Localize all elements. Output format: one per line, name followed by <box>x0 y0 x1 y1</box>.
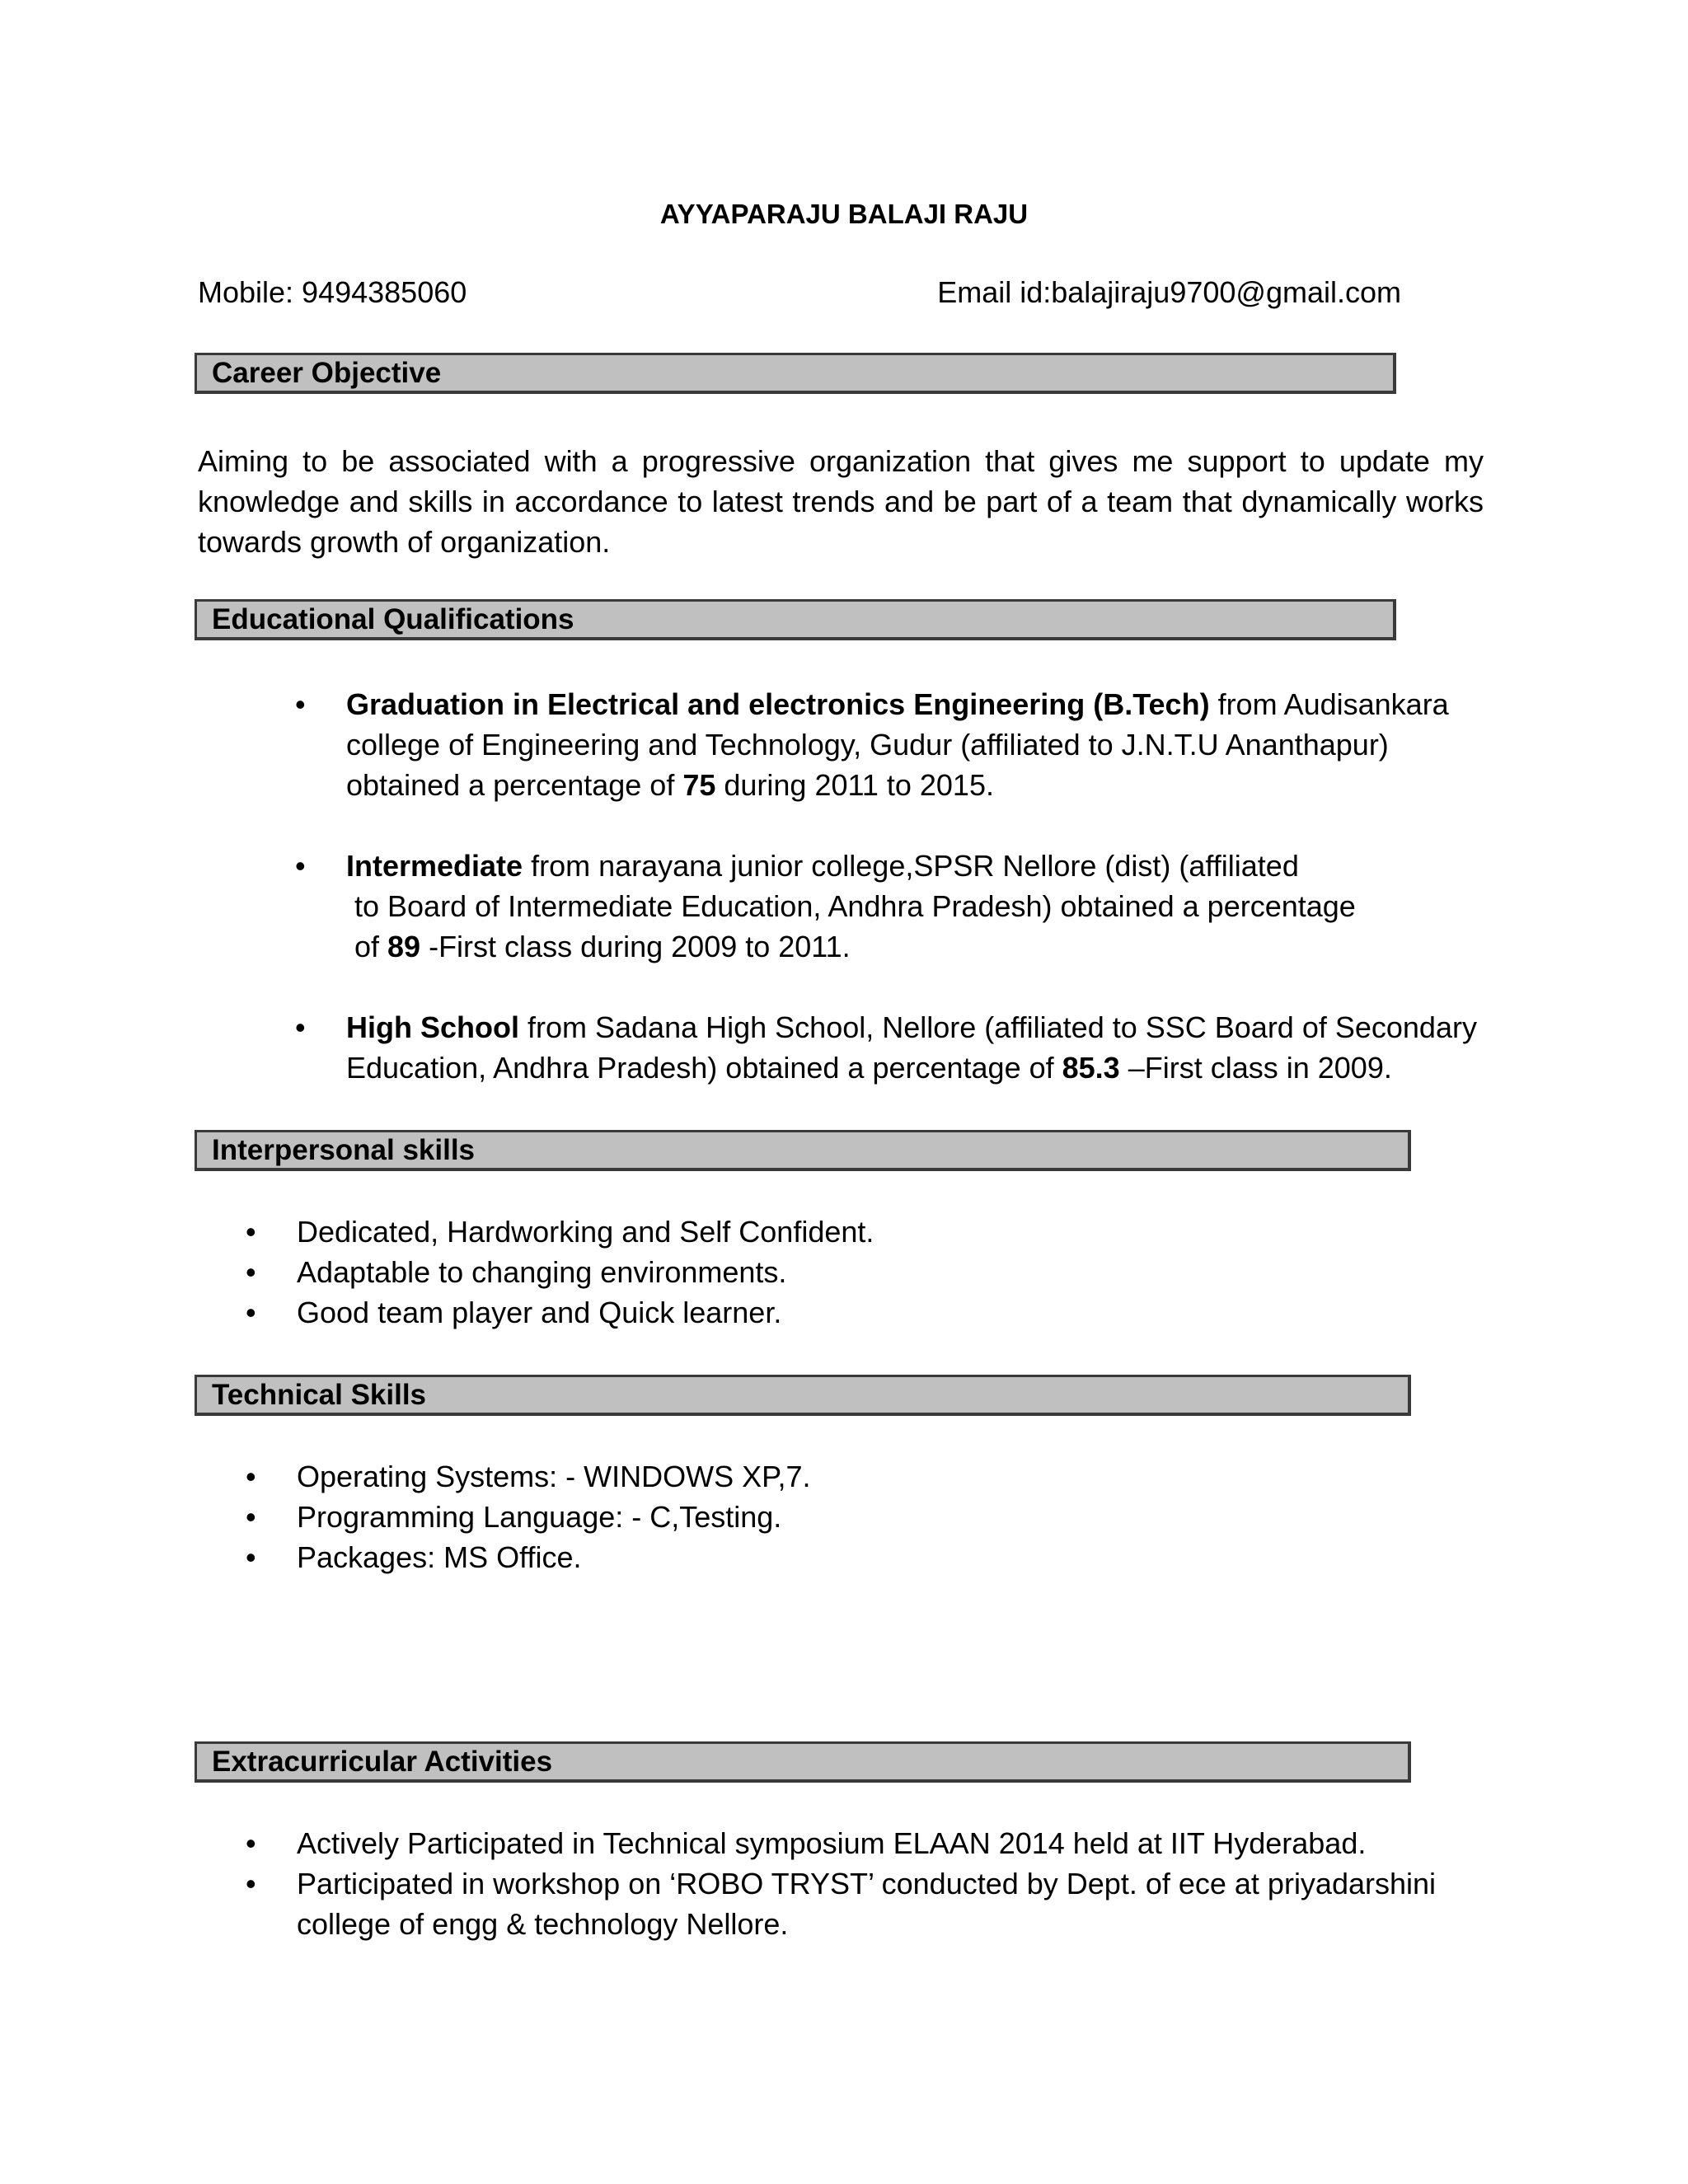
bullet-glyph: • <box>246 1826 256 1860</box>
bullet-glyph: • <box>246 1540 256 1574</box>
email-address: Email id:balajiraju9700@gmail.com <box>937 275 1401 309</box>
list-item <box>246 1497 811 1537</box>
education-text: from narayana junior college,SPSR Nellore (dist) (affiliated <box>523 849 1299 883</box>
bullet-glyph: • <box>246 1460 256 1493</box>
education-text: to Board of Intermediate Education, Andhra Pradesh) obtained a percentage <box>354 889 1356 923</box>
list-item <box>246 1456 811 1497</box>
bullet-glyph: • <box>295 1010 306 1044</box>
education-text: –First class in 2009. <box>1119 1051 1392 1085</box>
percentage-value: 89 <box>387 930 421 963</box>
list-item <box>246 1292 874 1333</box>
list-item <box>246 1537 811 1577</box>
bullet-glyph: • <box>295 687 306 721</box>
degree-title: Graduation in Electrical and electronics Engineering (B.Tech) <box>346 687 1210 721</box>
education-text: -First class during 2009 to 2011. <box>420 930 851 963</box>
list-item <box>246 1212 874 1252</box>
activity-text: college of engg & technology Nellore. <box>297 1907 789 1941</box>
education-text: during 2011 to 2015. <box>715 768 994 802</box>
mobile-number: Mobile: 9494385060 <box>198 275 467 309</box>
section-header-education: Educational Qualifications <box>195 599 1396 640</box>
skill-text: Operating Systems: - WINDOWS XP,7. <box>297 1460 811 1493</box>
section-header-career-objective: Career Objective <box>195 353 1396 394</box>
bullet-glyph: • <box>246 1500 256 1534</box>
career-objective-text: Aiming to be associated with a progressive organization that gives me support to update my knowledge and skills in accordance to latest trends and be part of a team that dynamically works towards growth of organization. <box>198 444 1484 559</box>
activity-text: Participated in workshop on ‘ROBO TRYST’ conducted by Dept. of ece at priyadarshini <box>297 1867 1437 1900</box>
list-item-continuation <box>246 1904 1436 1944</box>
list-item <box>246 1823 1436 1863</box>
section-header-extracurricular: Extracurricular Activities <box>195 1741 1411 1783</box>
skill-text: Packages: MS Office. <box>297 1540 582 1574</box>
education-text: college of Engineering and Technology, Gudur (affiliated to J.N.T.U Ananthapur) <box>346 728 1389 762</box>
bullet-glyph: • <box>295 849 306 883</box>
bullet-glyph: • <box>246 1215 256 1249</box>
technical-skills-list <box>246 1456 811 1577</box>
candidate-name: AYYAPARAJU BALAJI RAJU <box>659 199 1029 229</box>
section-header-interpersonal-skills: Interpersonal skills <box>195 1130 1411 1171</box>
education-text: of <box>354 930 388 963</box>
education-text: obtained a percentage of <box>346 768 683 802</box>
education-text: from Sadana High School, Nellore (affiliated to SSC Board of Secondary <box>519 1010 1477 1044</box>
percentage-value: 75 <box>682 768 716 802</box>
bullet-glyph: • <box>246 1255 256 1289</box>
list-item <box>246 1863 1436 1904</box>
degree-title: High School <box>346 1010 519 1044</box>
section-header-technical-skills: Technical Skills <box>195 1375 1411 1416</box>
skill-text: Programming Language: - C,Testing. <box>297 1500 782 1534</box>
bullet-glyph: • <box>246 1296 256 1329</box>
contact-row <box>198 276 1401 309</box>
extracurricular-list <box>246 1823 1436 1944</box>
activity-text: Actively Participated in Technical symposium ELAAN 2014 held at IIT Hyderabad. <box>297 1826 1367 1860</box>
skill-text: Dedicated, Hardworking and Self Confident. <box>297 1215 874 1249</box>
education-text: Education, Andhra Pradesh) obtained a percentage of <box>346 1051 1062 1085</box>
list-item <box>246 1252 874 1292</box>
degree-title: Intermediate <box>346 849 523 883</box>
bullet-glyph: • <box>246 1867 256 1900</box>
education-text: from Audisankara <box>1209 687 1449 721</box>
interpersonal-skills-list <box>246 1212 874 1333</box>
skill-text: Adaptable to changing environments. <box>297 1255 787 1289</box>
skill-text: Good team player and Quick learner. <box>297 1296 782 1329</box>
percentage-value: 85.3 <box>1062 1051 1120 1085</box>
